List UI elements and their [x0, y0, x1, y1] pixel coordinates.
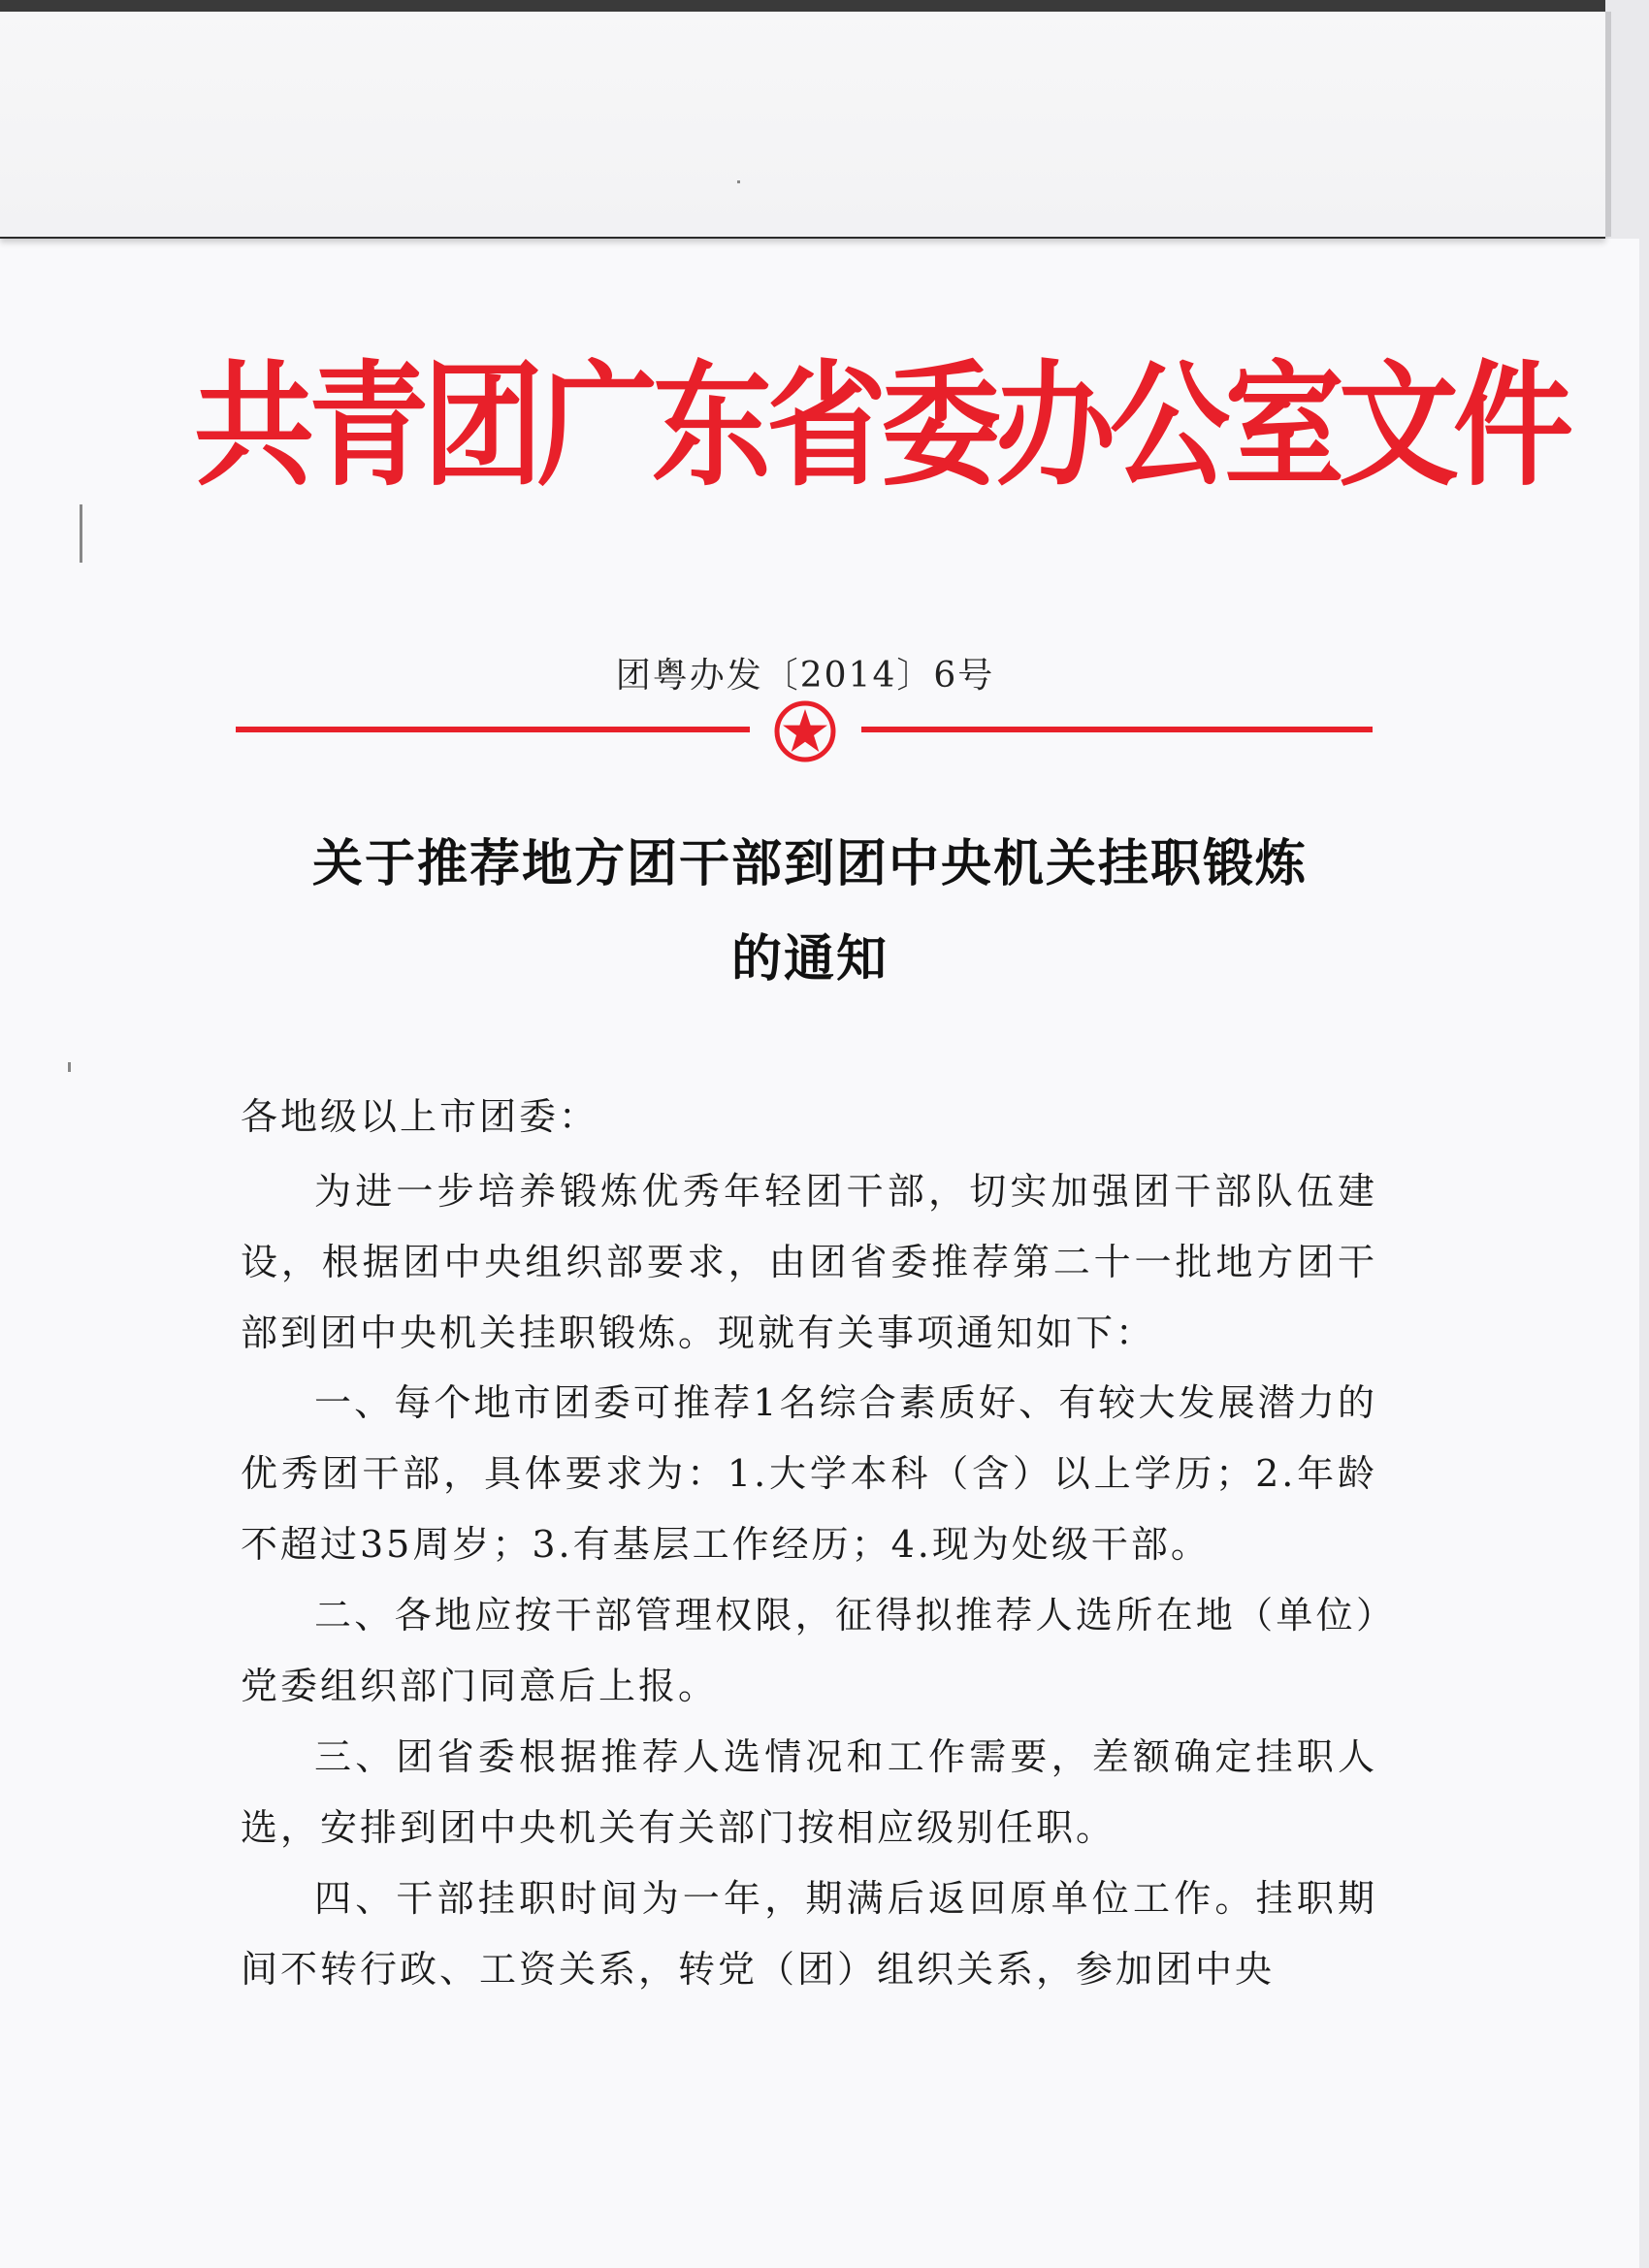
scan-speck — [737, 180, 740, 183]
paragraph-item-2: 二、各地应按干部管理权限，征得拟推荐人选所在地（单位）党委组织部门同意后上报。 — [241, 1594, 1377, 1707]
notice-title-line-1: 关于推荐地方团干部到团中央机关挂职锻炼 — [311, 834, 1308, 893]
paragraph-item-3: 三、团省委根据推荐人选情况和工作需要，差额确定挂职人选，安排到团中央机关有关部门按相应级别任职。 — [241, 1735, 1377, 1849]
salutation: 各地级以上市团委： — [241, 1095, 599, 1138]
paragraph-intro: 为进一步培养锻炼优秀年轻团干部，切实加强团干部队伍建设，根据团中央组织部要求，由团省委推荐第二十一批地方团干部到团中央机关挂职锻炼。现就有关事项通知如下： — [241, 1170, 1377, 1354]
header-rule-left — [236, 727, 750, 732]
document-number: 团粤办发〔2014〕6号 — [615, 656, 995, 696]
scan-speck — [80, 504, 82, 563]
header-rule-right — [861, 727, 1373, 732]
folded-paper-edge — [1605, 12, 1611, 237]
scan-edge-top — [0, 0, 1649, 12]
paragraph-item-1: 一、每个地市团委可推荐1名综合素质好、有较大发展潜力的优秀团干部，具体要求为：1.大学本科（含）以上学历；2.年龄不超过35周岁；3.有基层工作经历；4.现为处级干部。 — [241, 1381, 1377, 1566]
folded-paper-flap — [0, 12, 1605, 239]
scan-speck — [68, 1062, 71, 1072]
document-header-title: 共青团广东省委办公室文件 — [194, 348, 1568, 505]
paragraph-item-4: 四、干部挂职时间为一年，期满后返回原单位工作。挂职期间不转行政、工资关系，转党（团）组织关系，参加团中央 — [241, 1877, 1377, 1991]
notice-title-line-2: 的通知 — [730, 929, 889, 988]
red-star-emblem-icon — [772, 698, 838, 764]
